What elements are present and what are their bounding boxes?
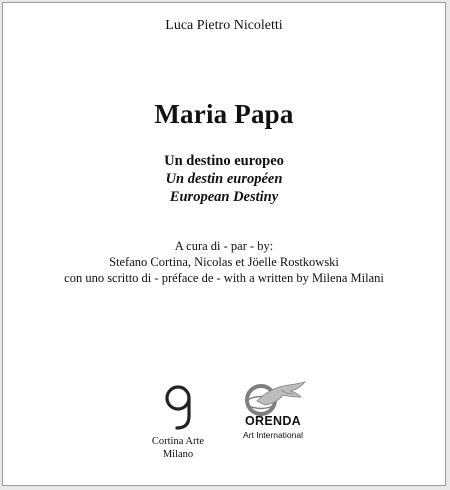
subtitle-english: European Destiny [169,189,279,205]
dove-on-globe-logo-icon [237,381,309,417]
orenda-logo [223,381,323,481]
subtitle-italian: Un destino europeo [164,153,284,169]
cortina-line-1: Cortina Arte [151,436,205,447]
subtitle-block [3,152,445,206]
cortina-arte-logo [153,383,203,478]
cortina-9-logo-icon [162,383,194,431]
author-name: Luca Pietro Nicoletti [165,18,283,33]
book-title: Maria Papa [154,99,294,129]
curators-names: Stefano Cortina, Nicolas et Jöelle Rostkowski [109,255,339,269]
title-page [2,2,446,486]
orenda-name: ORENDA [245,414,301,428]
written-by-line: con uno scritto di - préface de - with a written by Milena Milani [64,271,384,285]
cortina-line-2: Milano [162,449,194,460]
credits-block [3,238,445,286]
curated-by-label: A cura di - par - by: [174,239,274,253]
subtitle-french: Un destin européen [165,171,283,187]
cortina-text [143,435,213,461]
orenda-subtitle: Art International [242,430,303,440]
